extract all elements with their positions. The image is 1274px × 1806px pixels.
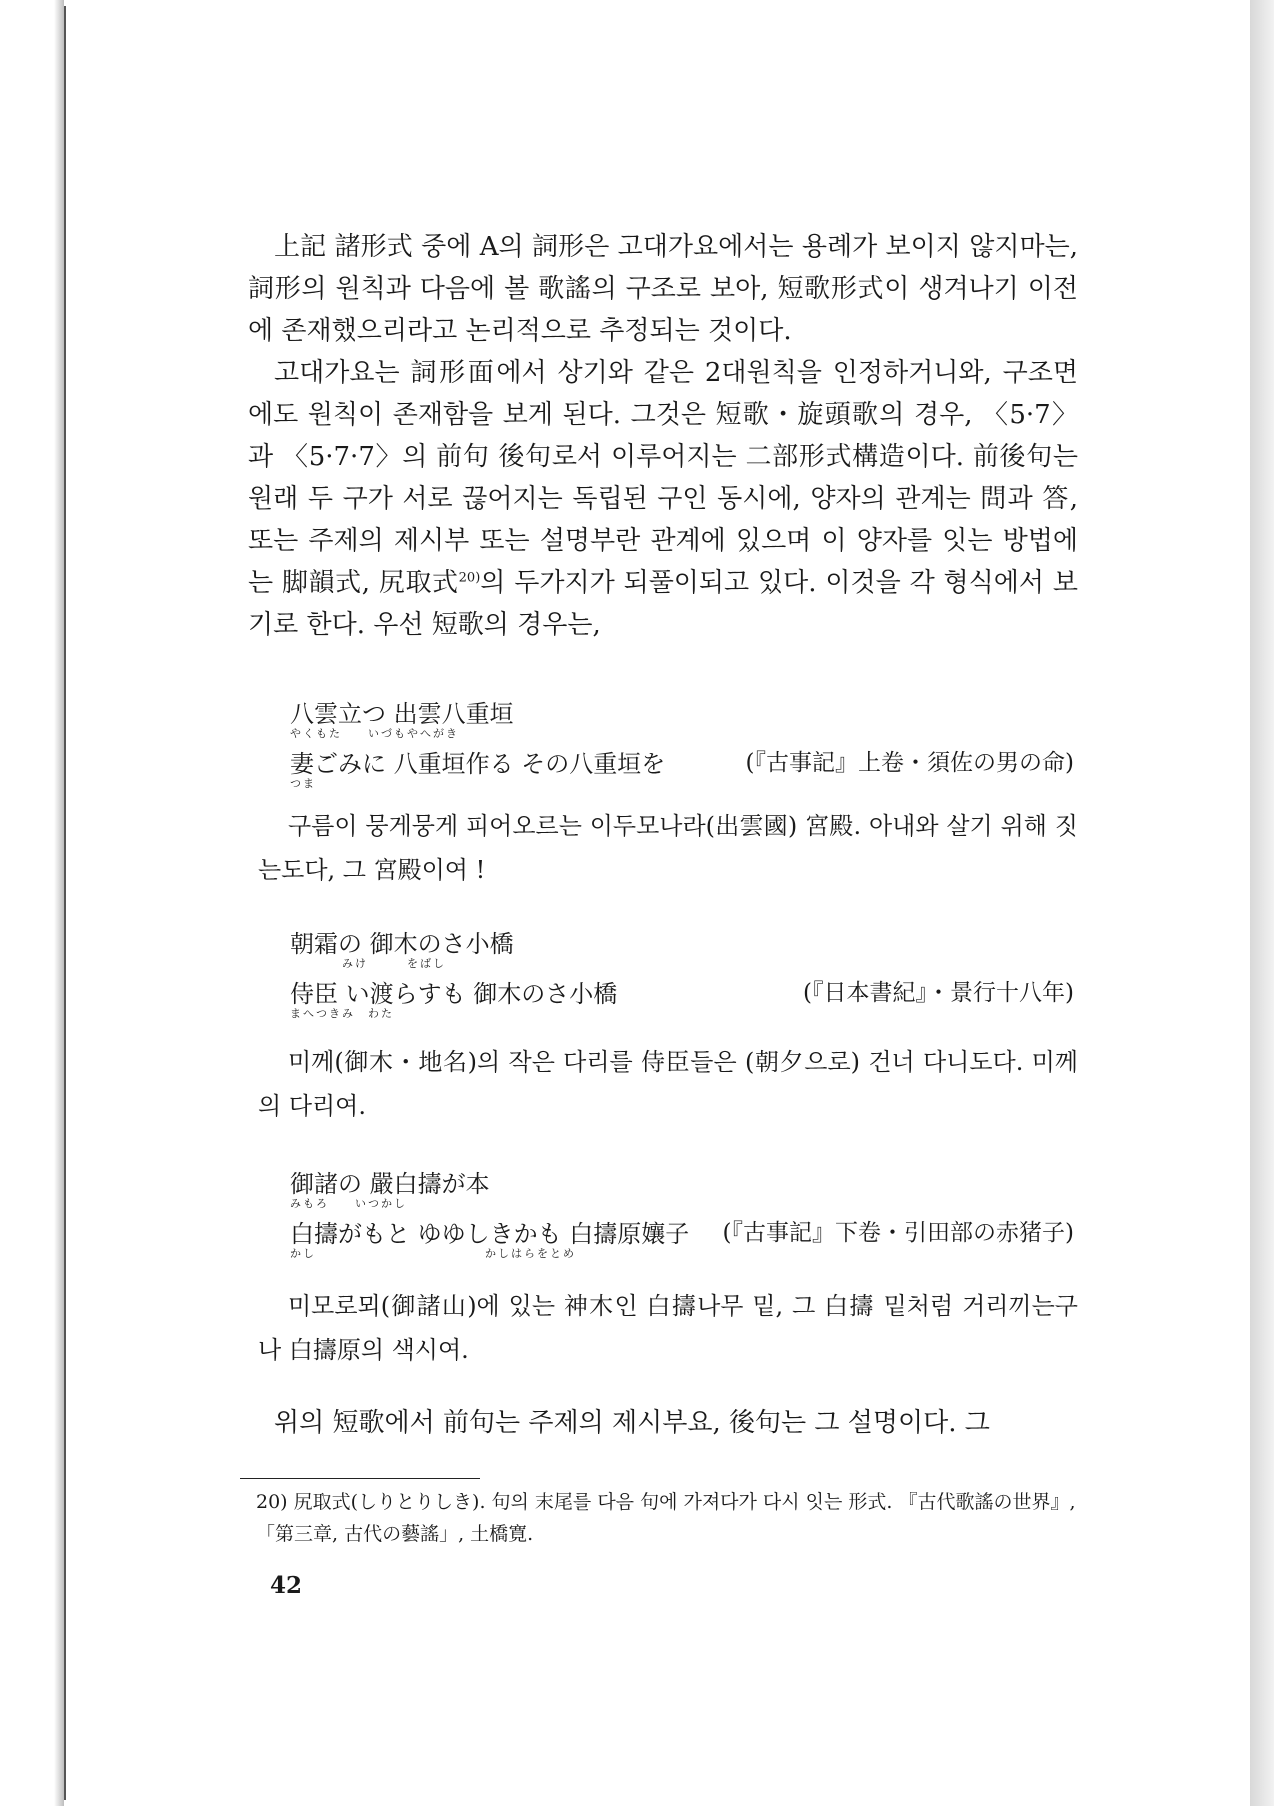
- page-edge-shadow: [54, 0, 64, 1806]
- body-text-top: [248, 226, 1078, 646]
- page-number: 42: [270, 1572, 303, 1599]
- poem-3-ruby-2: かし かしはらをとめ: [290, 1247, 576, 1260]
- poem-3-source: (『古事記』下卷・引田部の赤猪子): [722, 1220, 1074, 1246]
- poem-1-ruby-1: やくもた いづもやへがき: [290, 727, 459, 740]
- poem-3-ruby-1: みもろ いつかし: [290, 1197, 407, 1210]
- poem-2-ruby-1: みけ をばし: [290, 957, 446, 970]
- poem-1-line-2-text: 妻ごみに 八重垣作る その八重垣を: [290, 750, 666, 778]
- page-right-margin: [1250, 0, 1274, 1806]
- poem-2-line-1: 朝霜の 御木のさ小橋: [290, 930, 514, 958]
- body-text-bottom: [248, 1402, 1078, 1444]
- poem-3-line-1: 御諸の 嚴白擣が本: [290, 1170, 490, 1198]
- poem-1-line-1: 八雲立つ 出雲八重垣: [290, 700, 514, 728]
- poem-2-ruby-2: まへつきみ わた: [290, 1007, 394, 1020]
- poem-1-source: (『古事記』上卷・須佐の男の命): [745, 750, 1074, 776]
- translation-1-text: 구름이 뭉게뭉게 피어오르는 이두모나라(出雲國) 宮殿. 아내와 살기 위해 짓는도다, 그 宮殿이여 !: [258, 812, 1078, 884]
- translation-3-text: 미모로뫼(御諸山)에 있는 神木인 白擣나무 밑, 그 白擣 밑처럼 거리끼는구나 白擣原의 색시여.: [258, 1292, 1078, 1364]
- poem-1: [290, 694, 1090, 794]
- translation-3: [258, 1284, 1078, 1372]
- paragraph-1: 上記 諸形式 중에 A의 詞形은 고대가요에서는 용례가 보이지 않지마는, 詞形의 원칙과 다음에 볼 歌謠의 구조로 보아, 短歌形式이 생겨나기 이전에 존재했으리라고 논리적으로 추정되는 것이다.: [248, 232, 1078, 346]
- poem-1-line-2: [290, 744, 1090, 778]
- poem-1-ruby-2: つま: [290, 777, 316, 790]
- poem-2-source: (『日本書紀』・景行十八年): [803, 980, 1074, 1006]
- poem-3-line-2-text: 白擣がもと ゆゆしきかも 白擣原孃子: [290, 1220, 690, 1248]
- poem-2: [290, 924, 1090, 1024]
- translation-2: [258, 1040, 1078, 1128]
- translation-1: [258, 804, 1078, 892]
- translation-2-text: 미께(御木・地名)의 작은 다리를 侍臣들은 (朝夕으로) 건너 다니도다. 미께의 다리여.: [258, 1048, 1078, 1120]
- paragraph-2-tail: 의 두가지가 되풀이되고 있다. 이것을 각 형식에서 보기로 한다. 우선 短歌의 경우는,: [248, 568, 1078, 640]
- poem-3: [290, 1164, 1090, 1264]
- footnote-20: 20) 尻取式(しりとりしき). 句의 末尾를 다음 句에 가져다가 다시 잇는 形式. 『古代歌謠の世界』, 「第三章, 古代の藝謠」, 土橋寛.: [256, 1491, 1076, 1545]
- poem-3-line-2: [290, 1214, 1090, 1248]
- paragraph-2: [248, 352, 1078, 646]
- footnote-ref[interactable]: 20): [458, 570, 481, 586]
- poem-2-line-2-text: 侍臣 い渡らすも 御木のさ小橋: [290, 980, 618, 1008]
- footnote-divider: [240, 1478, 480, 1479]
- poem-2-line-2: [290, 974, 1090, 1008]
- closing-paragraph: 위의 短歌에서 前句는 주제의 제시부요, 後句는 그 설명이다. 그: [274, 1408, 990, 1438]
- paragraph-2-text: 고대가요는 詞形面에서 상기와 같은 2대원칙을 인정하거니와, 구조면에도 원칙이 존재함을 보게 된다. 그것은 短歌・旋頭歌의 경우, 〈5·7〉과 〈5·7·7〉의 前句 後句로서 이루어지는 二部形式構造이다. 前後句는 원래 두 구가 서로 끊어지는 독립된 구인 동시에, 양자의 관계는 問과 答, 또는 주제의 제시부 또는 설명부란 관계에 있으며 이 양자를 잇는 방법에는 脚韻式, 尻取式: [248, 358, 1078, 598]
